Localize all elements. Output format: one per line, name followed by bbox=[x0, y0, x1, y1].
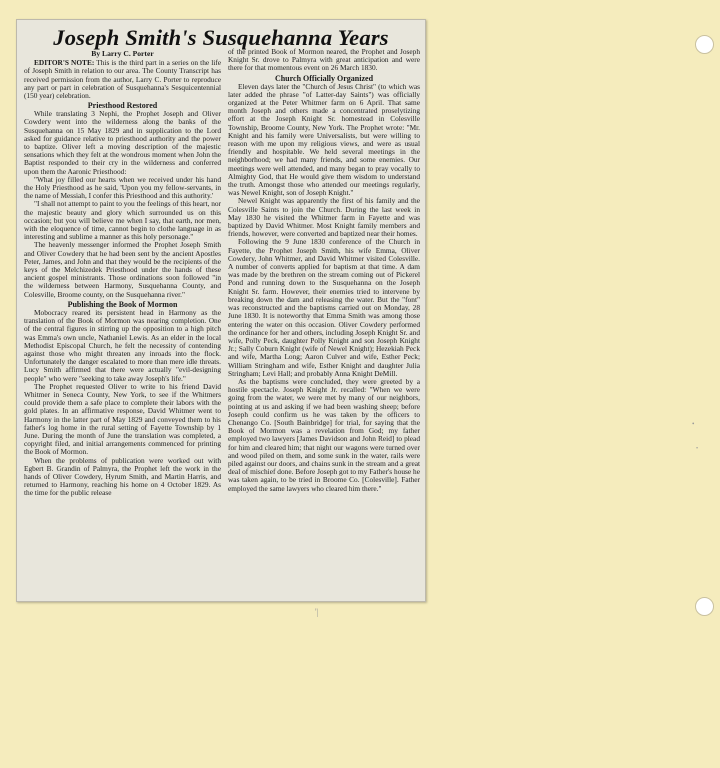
editors-note-text: This is the third part in a series on the life of Joseph Smith in relation to our area. The County Transcript has received permission from the author, Larry C. Porter to reproduce any part or part in celebration of Susquehanna's Sesquicentennial (150 year) celebration. bbox=[24, 58, 221, 101]
column-right bbox=[228, 48, 420, 493]
paragraph: "I shall not attempt to paint to you the feelings of this heart, nor the majestic beauty and glory which surrounded us on this occasion; but you will believe me when I say, that earth, nor men, with the eloquence of time, cannot begin to clothe language in as interesting and sublime a manner as this holy personage." bbox=[24, 199, 221, 242]
editors-note bbox=[24, 59, 221, 100]
paragraph: While translating 3 Nephi, the Prophet Joseph and Oliver Cowdery went into the wilderness along the banks of the Susquehanna on 15 May 1829 and in supplication to the Lord asked for guidance relative to priesthood authority and the power to baptize. Oliver left a moving description of the majestic sensations which they felt at the wondrous moment when John the Baptist responded to their cry in the wilderness and conferred upon them the Aaronic Priesthood: bbox=[24, 109, 221, 176]
editors-note-label: EDITOR'S NOTE: bbox=[34, 58, 95, 68]
paragraph: "What joy filled our hearts when we received under his hand the Holy Priesthood as he said, 'Upon you my fellow-servants, in the name of Messiah, I confer this Priesthood and this authority.' bbox=[24, 174, 221, 201]
paragraph: When the problems of publication were worked out with Egbert B. Grandin of Palmyra, the Prophet left the work in the hands of Oliver Cowdery, Hyrum Smith, and Martin Harris, and returned to Harmony, reaching his home on 4 October 1829. As the time for the public release bbox=[24, 455, 221, 498]
section-title-publishing: Publishing the Book of Mormon bbox=[67, 299, 178, 309]
binder-hole-bottom bbox=[695, 597, 714, 616]
section-title-priesthood: Priesthood Restored bbox=[87, 101, 158, 111]
paragraph: Following the 9 June 1830 conference of the Church in Fayette, the Prophet Joseph Smith, his wife Emma, Oliver Cowdery, John Whitmer, and David Whitmer visited Colesville. A number of converts applied for baptism at that time. A dam was made by the brethren on the stream coming out of Pickerel Pond and running down to the Susquehanna on the Joseph Knight Sr. farm. However, their enemies tried to intervene by breaking down the dam and releasing the water. But the "font" was reconstructed and the baptisms carried out on Monday, 28 June 1830. It is noteworthy that Emma Smith was among those entering the water on this occasion. Oliver Cowdery performed the ordinance for her and others, including Joseph Knight Sr. and wife, Polly Peck, daughter Polly Knight and son Joseph Knight Jr.; Sally Coburn Knight (wife of Newel Knight); Hezekiah Peck and wife, Martha Long; Aaron Culver and wife, Esther Peck; William Stringham and wife, Esther Knight and daughter Julia Stringham; Levi Hall; and probably Anna Knight DeMill. bbox=[228, 237, 420, 378]
pencil-mark: '| bbox=[315, 607, 319, 617]
paragraph: Mobocracy reared its persistent head in Harmony as the translation of the Book of Mormon was nearing completion. One of the central figures in stirring up the opposition to a high pitch was Emma's own uncle, Nathaniel Lewis. As an elder in the local Methodist Episcopal Church, he felt the necessity of contending against those who might threaten any inroads into the flock. Unfortunately the danger escalated to more than mere idle threats. Lucy Smith affirmed that there were actually "evil-designing people" who were "seeking to take away Joseph's life." bbox=[24, 307, 221, 383]
paragraph: The Prophet requested Oliver to write to his friend David Whitmer in Seneca County, New York, to see if the Whitmers could provide them a safe place to complete their labors with the gold plates. In an affirmative response, David Whitmer went to Harmony in the latter part of May 1829 and conveyed them to his father's log home in the rural setting of Fayette Township by 1 June. During the month of June the translation was completed, a copyright filed, and initial arrangements commenced for printing the Book of Mormon. bbox=[24, 381, 221, 457]
paragraph: of the printed Book of Mormon neared, the Prophet and Joseph Knight Sr. drove to Palmyra with great anticipation and were there for that momentous event on 26 March 1830. bbox=[228, 47, 420, 73]
paragraph: The heavenly messenger informed the Prophet Joseph Smith and Oliver Cowdery that he had been sent by the ancient Apostles Peter, James, and John and that they would be the recipients of the keys of the Melchizedek Priesthood under the hands of these ancient gospel ministrants. Those ordinations soon followed "in the wilderness between Harmony, Susquehanna County, and Colesville, Broome county, on the Susquehanna river." bbox=[24, 240, 221, 299]
newspaper-clipping bbox=[16, 19, 426, 602]
column-left bbox=[24, 50, 221, 498]
paragraph: Newel Knight was apparently the first of his family and the Colesville Saints to join the Church. During the last week in May 1830 he visited the Whitmer farm in Fayette and was baptized by David Whitmer. Most Knight family members and friends, however, were converted and baptized near their homes. bbox=[228, 196, 420, 239]
paragraph: Eleven days later the "Church of Jesus Christ" (to which was later added the phrase "of Latter-day Saints") was officially organized at the Peter Whitmer farm on 6 April. That same month Joseph and others made a concentrated proselytizing effort at the Joseph Knight Sr. homestead in Colesville Township, Broome County, New York. The Prophet wrote: "Mr. Knight and his family were Universalists, but were willing to reason with me upon my religious views, and were as usual friendly and hospitable. We held several meetings in the neighborhood; we had many friends, and some enemies. Our meetings were well attended, and many began to pray vocally to Almighty God, that He would give them wisdom to understand the truth. Amongst those who attended our meetings regularly, was Newel Knight, son of Joseph Knight." bbox=[228, 81, 420, 198]
binder-hole-top bbox=[695, 35, 714, 54]
section-title-church: Church Officially Organized bbox=[274, 73, 374, 83]
byline: By Larry C. Porter bbox=[91, 49, 154, 58]
pencil-mark: • bbox=[696, 446, 699, 452]
headline: Joseph Smith's Susquehanna Years bbox=[53, 25, 389, 50]
paragraph: As the baptisms were concluded, they were greeted by a hostile spectacle. Joseph Knight Jr. recalled: "When we were going from the water, we were met by many of our neighbors, pointing at us and asking if we had been washing sheep; before Joseph could confirm us he was taken by the officers to Chenango Co. [South Bainbridge] for trial, for saying that the Book of Mormon was a revelation from God; my father employed two lawyers [James Davidson and John Reid] to plead for him and cleared him; that night our wagons were turned over and wood piled on them, and some sunk in the water, rails were piled against our doors, and chains sunk in the stream and a great deal of mischief done. Before Joseph got to my Father's house he was taken again, to be tried in Broome Co. [Colesville]. Father employed the same lawyers who cleared him there." bbox=[228, 376, 420, 493]
pencil-mark: • bbox=[692, 420, 695, 428]
